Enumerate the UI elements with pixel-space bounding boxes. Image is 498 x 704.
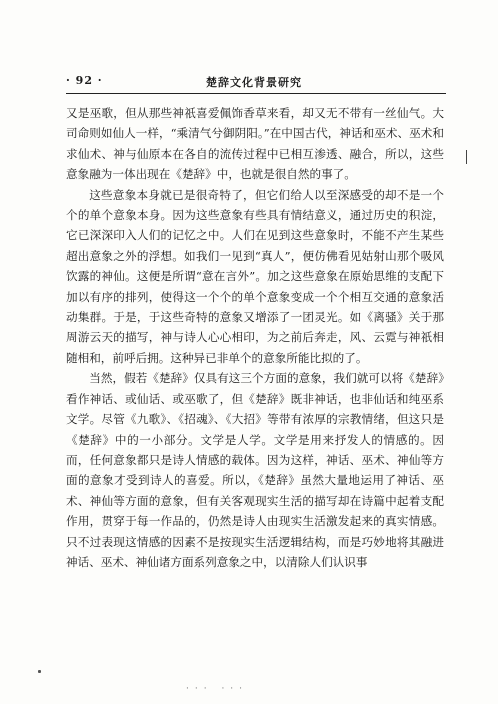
body-text bbox=[66, 103, 444, 572]
header-rule bbox=[66, 93, 446, 94]
paragraph-2: 这些意象本身就已是很奇特了，但它们给人以至深感受的却不是一个个的单个意象本身。因为这些意象有些具有情结意义，通过历史的积淀，它已深深印入人们的记忆之中。人们在见到这些意象时，不能不产生某些超出意象之外的浮想。如我们一见到“真人”，便仿佛看见姑射山那个吸风饮露的神仙。这便是所谓“意在言外”。加之这些意象在原始思维的支配下加以有序的排列，使得这一个个的单个意象变成一个个相互交通的意象活动集群。于是，于这些奇特的意象又增添了一团灵光。如《离骚》关于那周游云天的描写，神与诗人心心相印，为之前后奔走，风、云霓与神祇相随相和，前呼后拥。这种异已非单个的意象所能比拟的了。 bbox=[66, 187, 444, 365]
scan-speck bbox=[38, 670, 41, 673]
page-number: · 92 · bbox=[66, 74, 103, 87]
footer-mark: ··· ··· bbox=[186, 684, 249, 694]
paragraph-3: 当然，假若《楚辞》仅具有这三个方面的意象，我们就可以将《楚辞》看作神话、或仙话、或巫歌了，但《楚辞》既非神话，也非仙话和纯巫系文学。尽管《九歌》、《招魂》、《大招》等带有浓厚的宗教情绪，但这只是《楚辞》中的一小部分。文学是人学。文学是用来抒发人的情感的。因而，任何意象都只是诗人情感的载体。因为这样，神话、巫术、神仙等方面的意象才受到诗人的喜爱。所以，《楚辞》虽然大量地运用了神话、巫术、神仙等方面的意象，但有关客观现实生活的描写却在诗篇中起着支配作用，贯穿于每一作品的，仍然是诗人由现实生活激发起来的真实情感。只不过表现这情感的因素不是按现实生活逻辑结构，而是巧妙地将其融进神话、巫术、神仙诸方面系列意象之中，以清除人们认识事 bbox=[66, 371, 444, 569]
running-header bbox=[66, 74, 446, 90]
margin-mark bbox=[466, 150, 467, 164]
paragraph-1: 又是巫歌，但从那些神祇喜爱佩饰香草来看，却又无不带有一丝仙气。大司命则如仙人一样，“乘清气兮御阴阳。”在中国古代，神话和巫术、巫术和求仙术、神与仙原本在各自的流传过程中已相互渗透、融合，所以，这些意象融为一体出现在《楚辞》中，也就是很自然的事了。 bbox=[66, 106, 444, 182]
running-title: 楚辞文化背景研究 bbox=[206, 76, 302, 89]
